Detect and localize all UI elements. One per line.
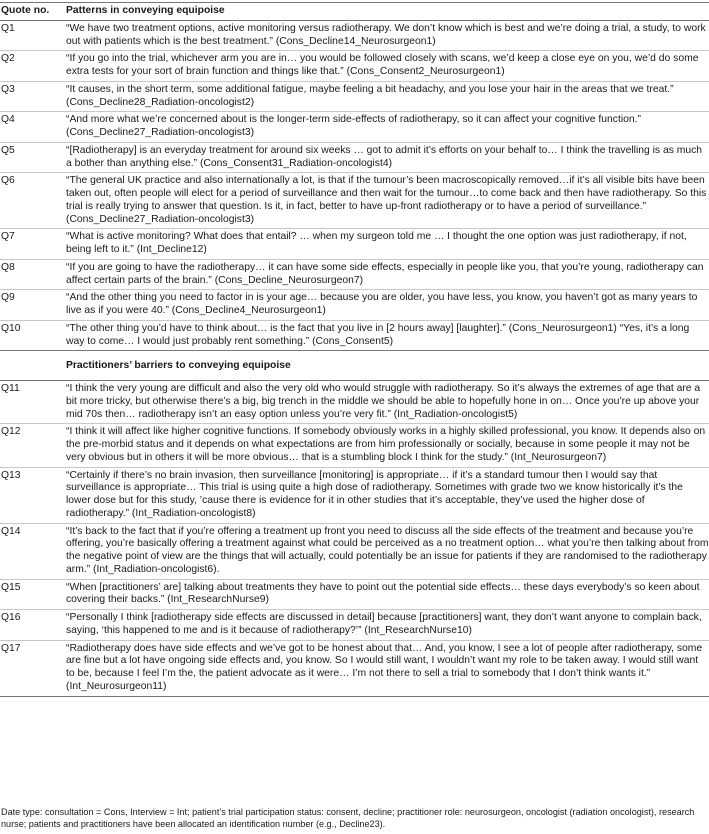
- table-row: [0, 381, 709, 424]
- quote-number: Q17: [1, 642, 21, 654]
- quote-text: “The other thing you’d have to think about… is the fact that you live in [2 hours away] [laughter].” (Cons_Neurosurgeon1) “Yes, it’s a long way to come… I would just probably rent something.” (Cons_Consent5): [66, 322, 690, 347]
- table-footnote: Date type: consultation = Cons, Interview = Int; patient’s trial participation status: consent, decline; practitioner role: neurosurgeon, oncologist (radiation oncologist), research nurse; patients and practitioners have been allocated an identification number (e.g., Decline23).: [1, 807, 695, 829]
- quote-text: “I think it will affect like higher cognitive functions. If somebody obviously works in a highly skilled professional, you know. It depends also on the pre-morbid status and it depends on what expectations are from him professionally or socially, because in some people it may not be very obvious but in others it will be more obvious… that is a stumbling block I think for the study.” (Int_Neurosurgeon7): [66, 426, 706, 463]
- table-row: [0, 523, 709, 579]
- quote-number: Q10: [1, 322, 21, 334]
- quote-text: “I think the very young are difficult and also the very old who would struggle with radiotherapy. So it’s always the extremes of age that are a bit more tricky, but otherwise there’s a big, big trench in the middle we should be able to hopefully hone in on… Once you’re up above your mid 70s then… radiotherapy isn’t an easy option unless you’re very fit.” (Int_Radiation-oncologist5): [66, 383, 701, 420]
- table-row: [0, 229, 709, 260]
- table-row: [0, 579, 709, 610]
- quote-number: Q12: [1, 426, 21, 438]
- section-heading-barriers: Practitioners’ barriers to conveying equipoise: [66, 360, 291, 372]
- quote-number: Q2: [1, 53, 15, 65]
- table-row: [0, 320, 709, 351]
- quote-number: Q1: [1, 22, 15, 34]
- section-barriers-body: [0, 381, 709, 697]
- quote-no-header: Quote no.: [1, 5, 50, 16]
- quote-text: “What is active monitoring? What does that entail? … when my surgeon told me … I thought the one option was just radiotherapy, if not, being left to it.” (Int_Decline12): [66, 231, 687, 255]
- quote-number: Q4: [1, 114, 15, 126]
- table-row: [0, 640, 709, 696]
- section-heading-patterns: Patterns in conveying equipoise: [66, 5, 225, 16]
- quote-number: Q8: [1, 261, 15, 273]
- table-row: [0, 467, 709, 523]
- quotes-table: [0, 2, 709, 697]
- quote-number: Q9: [1, 292, 15, 304]
- quote-text: “And the other thing you need to factor in is your age… because you are older, you have less, you know, you haven’t got as many years to live as if you were 40.” (Cons_Decline4_Neurosurgeon1): [66, 292, 698, 316]
- table-row: [0, 112, 709, 143]
- quote-number: Q13: [1, 469, 21, 481]
- quote-number: Q6: [1, 175, 15, 187]
- quote-text: “It’s back to the fact that if you’re offering a treatment up front you need to discuss all the side effects of the treatment and because you’re offering, you’re basically offering a treatment against what could be perceived as a no treatment option… what you’re then talking about from the negative point of view are the things that will actually, could potentially be an issue for patients if they are randomised to the radiotherapy arm.” (Int_Radiation-oncologist6).: [66, 525, 709, 575]
- table-row: [0, 290, 709, 321]
- table-row: [0, 20, 709, 51]
- quote-text: “Personally I think [radiotherapy side effects are discussed in detail] because [practitioners] want, they don’t want anyone to complain back, saying, ‘this happened to me and is it because of radiotherapy?’” (Int_ResearchNurse10): [66, 612, 702, 636]
- quote-text: “And more what we’re concerned about is the longer-term side-effects of radiotherapy, so it can affect your cognitive function.” (Cons_Decline27_Radiation-oncologist3): [66, 114, 641, 138]
- quote-text: “Certainly if there’s no brain invasion, then surveillance [monitoring] is appropriate… if it’s a standard tumour then I would say that surveillance is appropriate… This trial is using quite a high dose of radiotherapy. Sometimes with grade two we know historically it’s the lower dose but for this study, ’cause there is evidence for it in other studies that it’s acceptable, they’ve used the higher dose of radiotherapy.” (Int_Radiation-oncologist8): [66, 469, 683, 519]
- quote-number: Q14: [1, 525, 21, 537]
- section-heading-row: [0, 351, 709, 381]
- table-row: [0, 424, 709, 467]
- quote-text: “If you are going to have the radiotherapy… it can have some side effects, especially in people like you, that you’re young, radiotherapy can affect certain parts of the brain.” (Cons_Decline_Neurosurgeon7): [66, 261, 704, 286]
- quote-text: “Radiotherapy does have side effects and we’ve got to be honest about that… And, you know, I see a lot of people after radiotherapy, some are fine but a lot have ongoing side effects and, you know. So I would still want, I wouldn’t want my role to be taken away. I would still want to be, because I feel I’m the, the patient advocate as it were… I’m not there to sell a trial to somebody that I don’t think wants it.” (Int_Neurosurgeon11): [66, 642, 703, 692]
- quote-text: “When [practitioners’ are] talking about treatments they have to point out the potential side effects… these days everybody’s so keen about covering their backs.” (Int_ResearchNurse9): [66, 581, 700, 606]
- table-row: [0, 51, 709, 82]
- table-row: [0, 173, 709, 229]
- quote-number: Q5: [1, 144, 15, 156]
- quote-number: Q16: [1, 612, 21, 623]
- table-row: [0, 610, 709, 641]
- quote-number: Q15: [1, 581, 21, 593]
- quote-text: “[Radiotherapy] is an everyday treatment for around six weeks … got to admit it’s efforts on your behalf to… I think the travelling is as much a bother than anything else.” (Cons_Consent31_Radiation-oncologist4): [66, 144, 703, 169]
- table-row: [0, 142, 709, 173]
- table-row: [0, 81, 709, 112]
- table-header-row: [0, 3, 709, 21]
- quote-text: “If you go into the trial, whichever arm you are in… you would be followed closely with scans, we’d keep a close eye on you, we’d do some extra tests for your sort of brain function and things like that.” (Cons_Consent2_Neurosurgeon1): [66, 53, 699, 77]
- quote-text: “The general UK practice and also internationally a lot, is that if the tumour’s been macroscopically removed…if it’s all visible bits have been taken out, often people will elect for a period of surveillance and then wait for the tumour…to come back and then have radiotherapy. So this trial is really trying to answer that question. Is it, in fact, better to have up-front radiotherapy or to have a period of surveillance.” (Cons_Decline27_Radiation-oncologist3): [66, 175, 707, 225]
- quote-text: “We have two treatment options, active monitoring versus radiotherapy. We don’t know which is best and we’re doing a trial, a study, to work out with patients which is the best treatment.” (Cons_Decline14_Neurosurgeon1): [66, 22, 706, 47]
- table-row: [0, 259, 709, 290]
- quote-text: “It causes, in the short term, some additional fatigue, maybe feeling a bit headachy, and you lose your hair in the areas that we treat.” (Cons_Decline28_Radiation-oncologist2): [66, 83, 674, 108]
- quote-number: Q11: [1, 383, 20, 394]
- quote-number: Q3: [1, 83, 15, 95]
- quote-number: Q7: [1, 231, 15, 243]
- section-patterns-body: [0, 20, 709, 351]
